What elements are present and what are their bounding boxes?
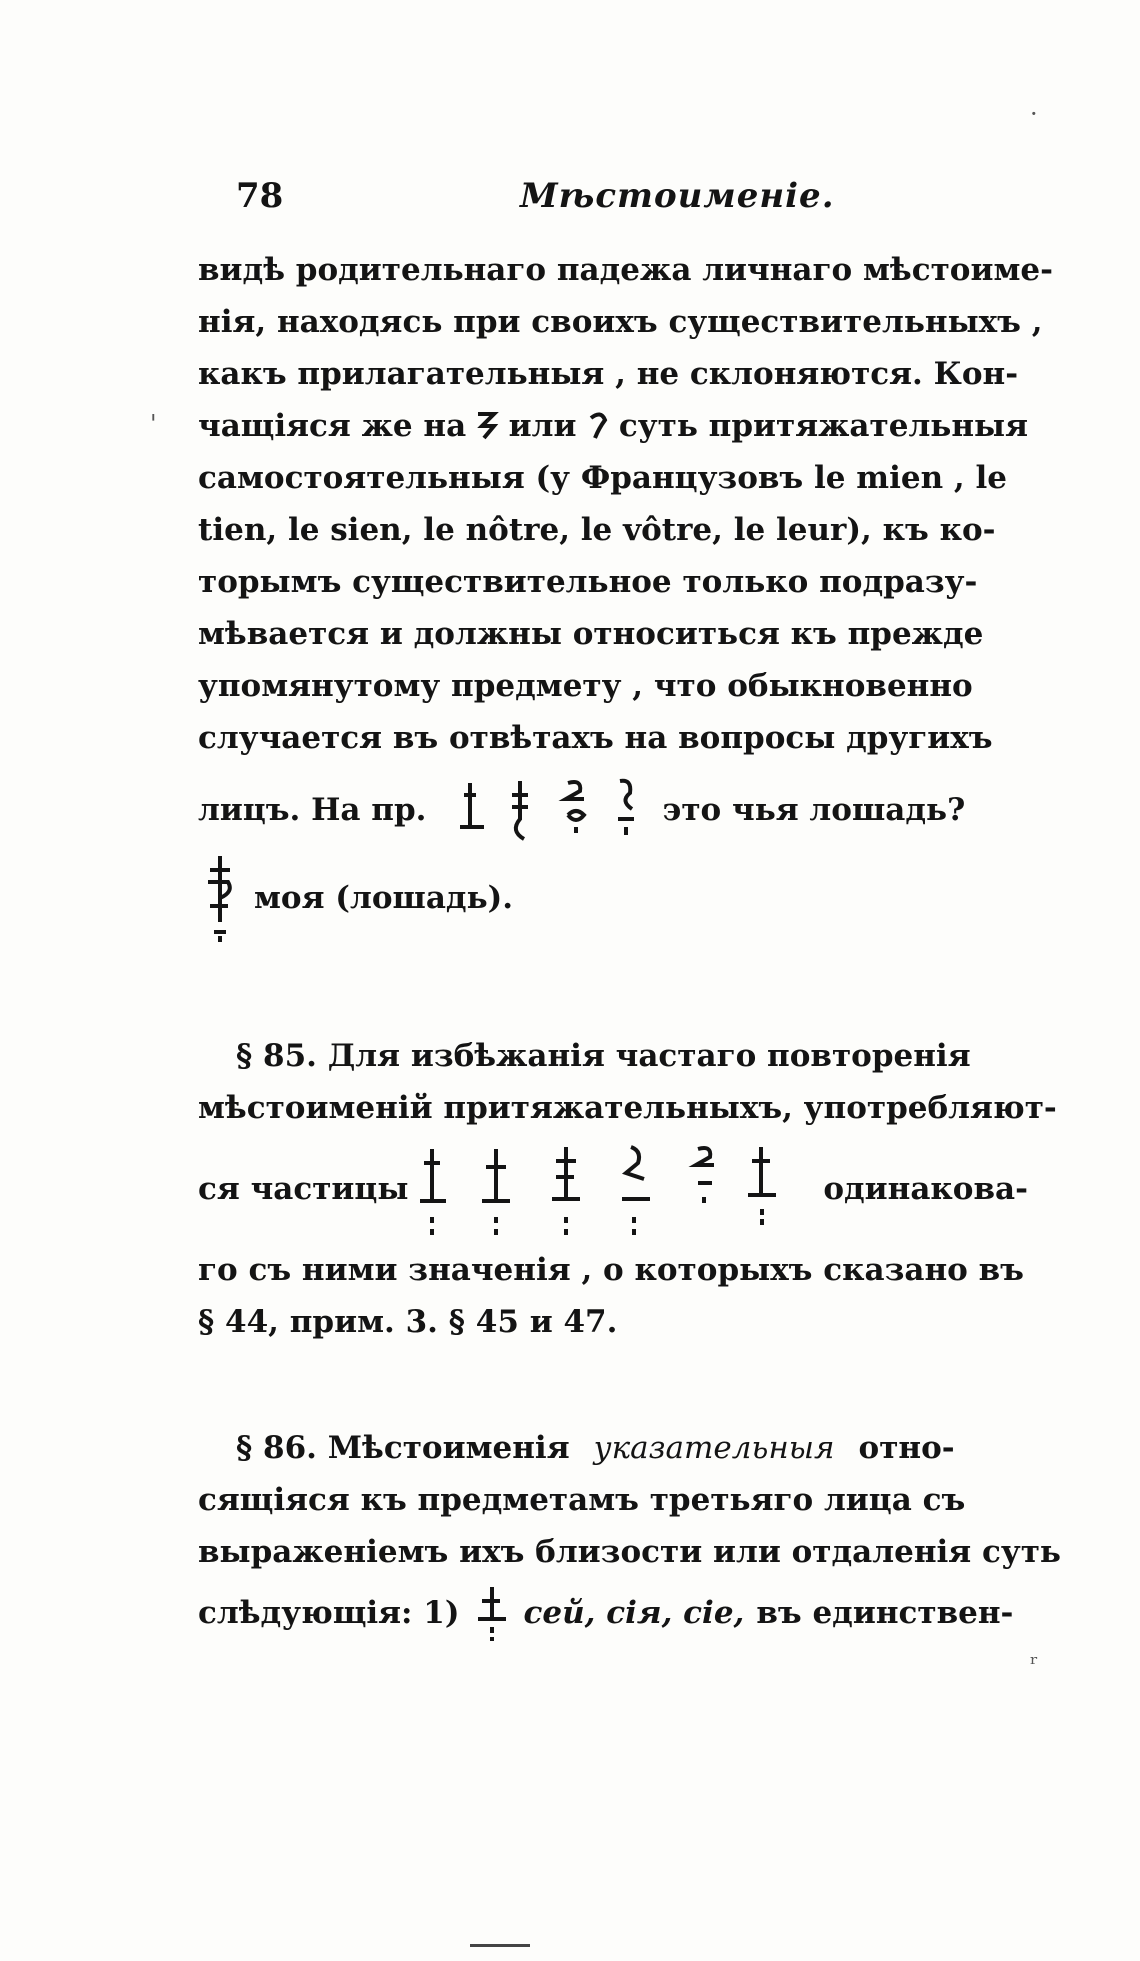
print-speck: ʳ [1030,1650,1039,1678]
text-fragment: одинакова- [823,1171,1028,1207]
text-fragment: слѣдующія: 1) [198,1595,460,1631]
text-line [198,400,1028,452]
text-fragment: лицъ. На пр. [198,792,427,828]
mongolian-word-icon [198,852,242,944]
text-line: мѣвается и должны относиться къ прежде [198,616,984,652]
text-line: видѣ родительнаго падежа личнаго мѣстоиме- [198,252,1053,288]
text-fragment: суть притяжательныя [618,408,1029,444]
text-line: tien, le sien, le nôtre, le vôtre, le leur), къ ко- [198,512,996,548]
text-line: § 85. Для избѣжанія частаго повторенія [236,1038,971,1074]
page-number: 78 [236,176,284,216]
italic-term: сей, сія, сіе, [523,1595,745,1631]
text-line: какъ прилагательныя , не склоняются. Кон- [198,356,1019,392]
text-line: случается въ отвѣтахъ на вопросы другихъ [198,720,993,756]
text-line: самостоятельныя (у Французовъ le mien , le [198,460,1008,496]
text-line [198,1134,1028,1244]
print-speck: ' [150,410,157,438]
text-line [198,850,1028,946]
text-fragment: § 86. Мѣстоименія [236,1430,570,1466]
running-title: Мѣстоименіе. [520,176,835,216]
text-fragment: чащіяся же на [198,408,467,444]
text-fragment: или [508,408,577,444]
text-fragment: это чья лошадь? [662,792,966,828]
text-line: нія, находясь при своихъ существительныхъ , [198,304,1043,340]
text-line [198,770,1028,850]
text-line: упомянутому предмету , что обыкновенно [198,668,973,704]
text-line: торымъ существительное только подразу- [198,564,978,600]
mongolian-particles-icon [416,1139,816,1239]
paragraph-85 [198,1030,1057,1348]
italic-term: указательныя [593,1430,835,1466]
text-fragment: въ единствен- [756,1595,1014,1631]
text-line: § 44, прим. 3. § 45 и 47. [198,1304,618,1340]
mongolian-word-icon [450,775,650,845]
mongolian-glyph-icon [585,408,611,444]
paragraph-continuation [198,244,1053,946]
print-speck: · [1030,100,1038,128]
text-line: мѣстоименій притяжательныхъ, употребляют- [198,1090,1057,1126]
page-header [200,176,1030,224]
mongolian-glyph-icon [472,1583,512,1643]
bottom-rule [470,1944,530,1947]
text-fragment: моя (лошадь). [254,880,514,916]
text-line: го съ ними значенія , о которыхъ сказано въ [198,1252,1024,1288]
mongolian-glyph-icon [474,408,500,444]
text-line [198,1578,1028,1648]
paragraph-86 [198,1422,1061,1648]
text-fragment: ся частицы [198,1171,409,1207]
text-line [198,1422,1028,1474]
text-line: сящіяся къ предметамъ третьяго лица съ [198,1482,966,1518]
text-line: выраженіемъ ихъ близости или отдаленія суть [198,1534,1061,1570]
text-fragment: отно- [858,1430,955,1466]
